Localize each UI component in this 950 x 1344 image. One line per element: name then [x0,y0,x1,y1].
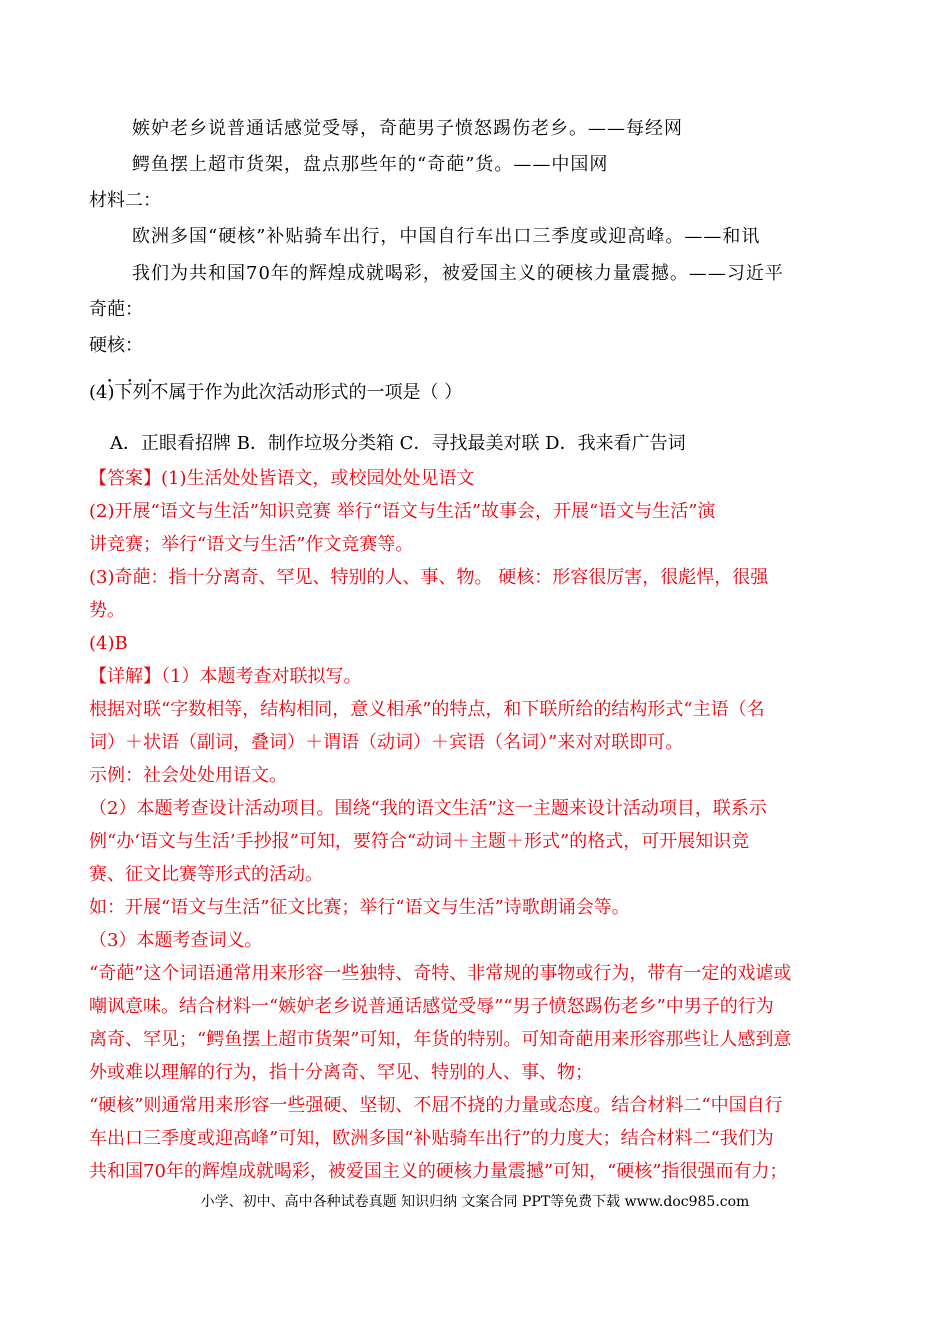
question-4-text: (4)下列不属于作为此次活动形式的一项是（ ） [89,382,463,403]
answer-line-2: (2)开展“语文与生活”知识竞赛 举行“语文与生活”故事会，开展“语文与生活”演 [89,501,716,522]
detail-line-2: 根据对联“字数相等，结构相同，意义相承”的特点，和下联所给的结构形式“主语（名 [89,699,765,720]
yinghe-label: 硬核： [89,335,143,356]
answer-line-3: 讲竞赛；举行“语文与生活”作文竞赛等。 [89,534,414,555]
detail-line-10: “奇葩”这个词语通常用来形容一些独特、奇特、非常规的事物或行为，带有一定的戏谑或 [89,963,792,984]
detail-line-6: 例“办‘语文与生活’手抄报”可知，要符合“动词＋主题＋形式”的格式，可开展知识竞 [89,831,750,852]
answer-line-6: (4)B [89,633,128,654]
detail-line-5: （2）本题考查设计活动项目。围绕“我的语文生活”这一主题来设计活动项目，联系示 [89,798,767,819]
detail-line-7: 赛、征文比赛等形式的活动。 [89,864,323,885]
material1-line-2: 鳄鱼摆上超市货架，盘点那些年的“奇葩”货。——中国网 [132,154,609,175]
answer-line-5: 势。 [89,600,125,621]
answer-line-4: (3)奇葩：指十分离奇、罕见、特别的人、事、物。 硬核：形容很厉害，很彪悍，很强 [89,567,769,588]
question-4-options: A．正眼看招牌 B．制作垃圾分类箱 C．寻找最美对联 D．我来看广告词 [110,433,686,454]
detail-line-15: 车出口三季度或迎高峰”可知，欧洲多国“补贴骑车出行”的力度大；结合材料二“我们为 [89,1128,774,1149]
detail-line-3: 词）＋状语（副词，叠词）＋谓语（动词）＋宾语（名词）”来对对联即可。 [89,732,684,753]
detail-line-13: 外或难以理解的行为，指十分离奇、罕见、特别的人、事、物； [89,1062,593,1083]
answer-line-1: 【答案】(1)生活处处皆语文，或校园处处见语文 [89,468,475,489]
detail-line-11: 嘲讽意味。结合材料一“嫉妒老乡说普通话感觉受辱”“男子愤怒踢伤老乡”中男子的行为 [89,996,774,1017]
detail-line-4: 示例：社会处处用语文。 [89,765,287,786]
detail-line-9: （3）本题考查词义。 [89,930,263,951]
material1-line-1: 嫉妒老乡说普通话感觉受辱，奇葩男子愤怒踢伤老乡。——每经网 [132,118,683,139]
detail-line-1: 【详解】（1）本题考查对联拟写。 [89,666,362,687]
detail-line-14: “硬核”则通常用来形容一些强硬、坚韧、不屈不挠的力量或态度。结合材料二“中国自行 [89,1095,783,1116]
material2-label: 材料二： [89,190,161,211]
detail-line-12: 离奇、罕见；“鳄鱼摆上超市货架”可知，年货的特别。可知奇葩用来形容那些让人感到意 [89,1029,792,1050]
material2-line-1: 欧洲多国“硬核”补贴骑车出行，中国自行车出口三季度或迎高峰。——和讯 [132,226,761,247]
page-footer: 小学、初中、高中各种试卷真题 知识归纳 文案合同 PPT等免费下载 www.doc985.com [200,1194,750,1210]
qipa-label: 奇葩： [89,299,143,320]
question-4 [89,381,462,405]
detail-line-16: 共和国70年的辉煌成就喝彩，被爱国主义的硬核力量震撼”可知，“硬核”指很强而有力； [89,1161,788,1182]
detail-line-8: 如：开展“语文与生活”征文比赛；举行“语文与生活”诗歌朗诵会等。 [89,897,630,918]
material2-line-2: 我们为共和国70年的辉煌成就喝彩，被爱国主义的硬核力量震撼。——习近平 [132,263,784,284]
